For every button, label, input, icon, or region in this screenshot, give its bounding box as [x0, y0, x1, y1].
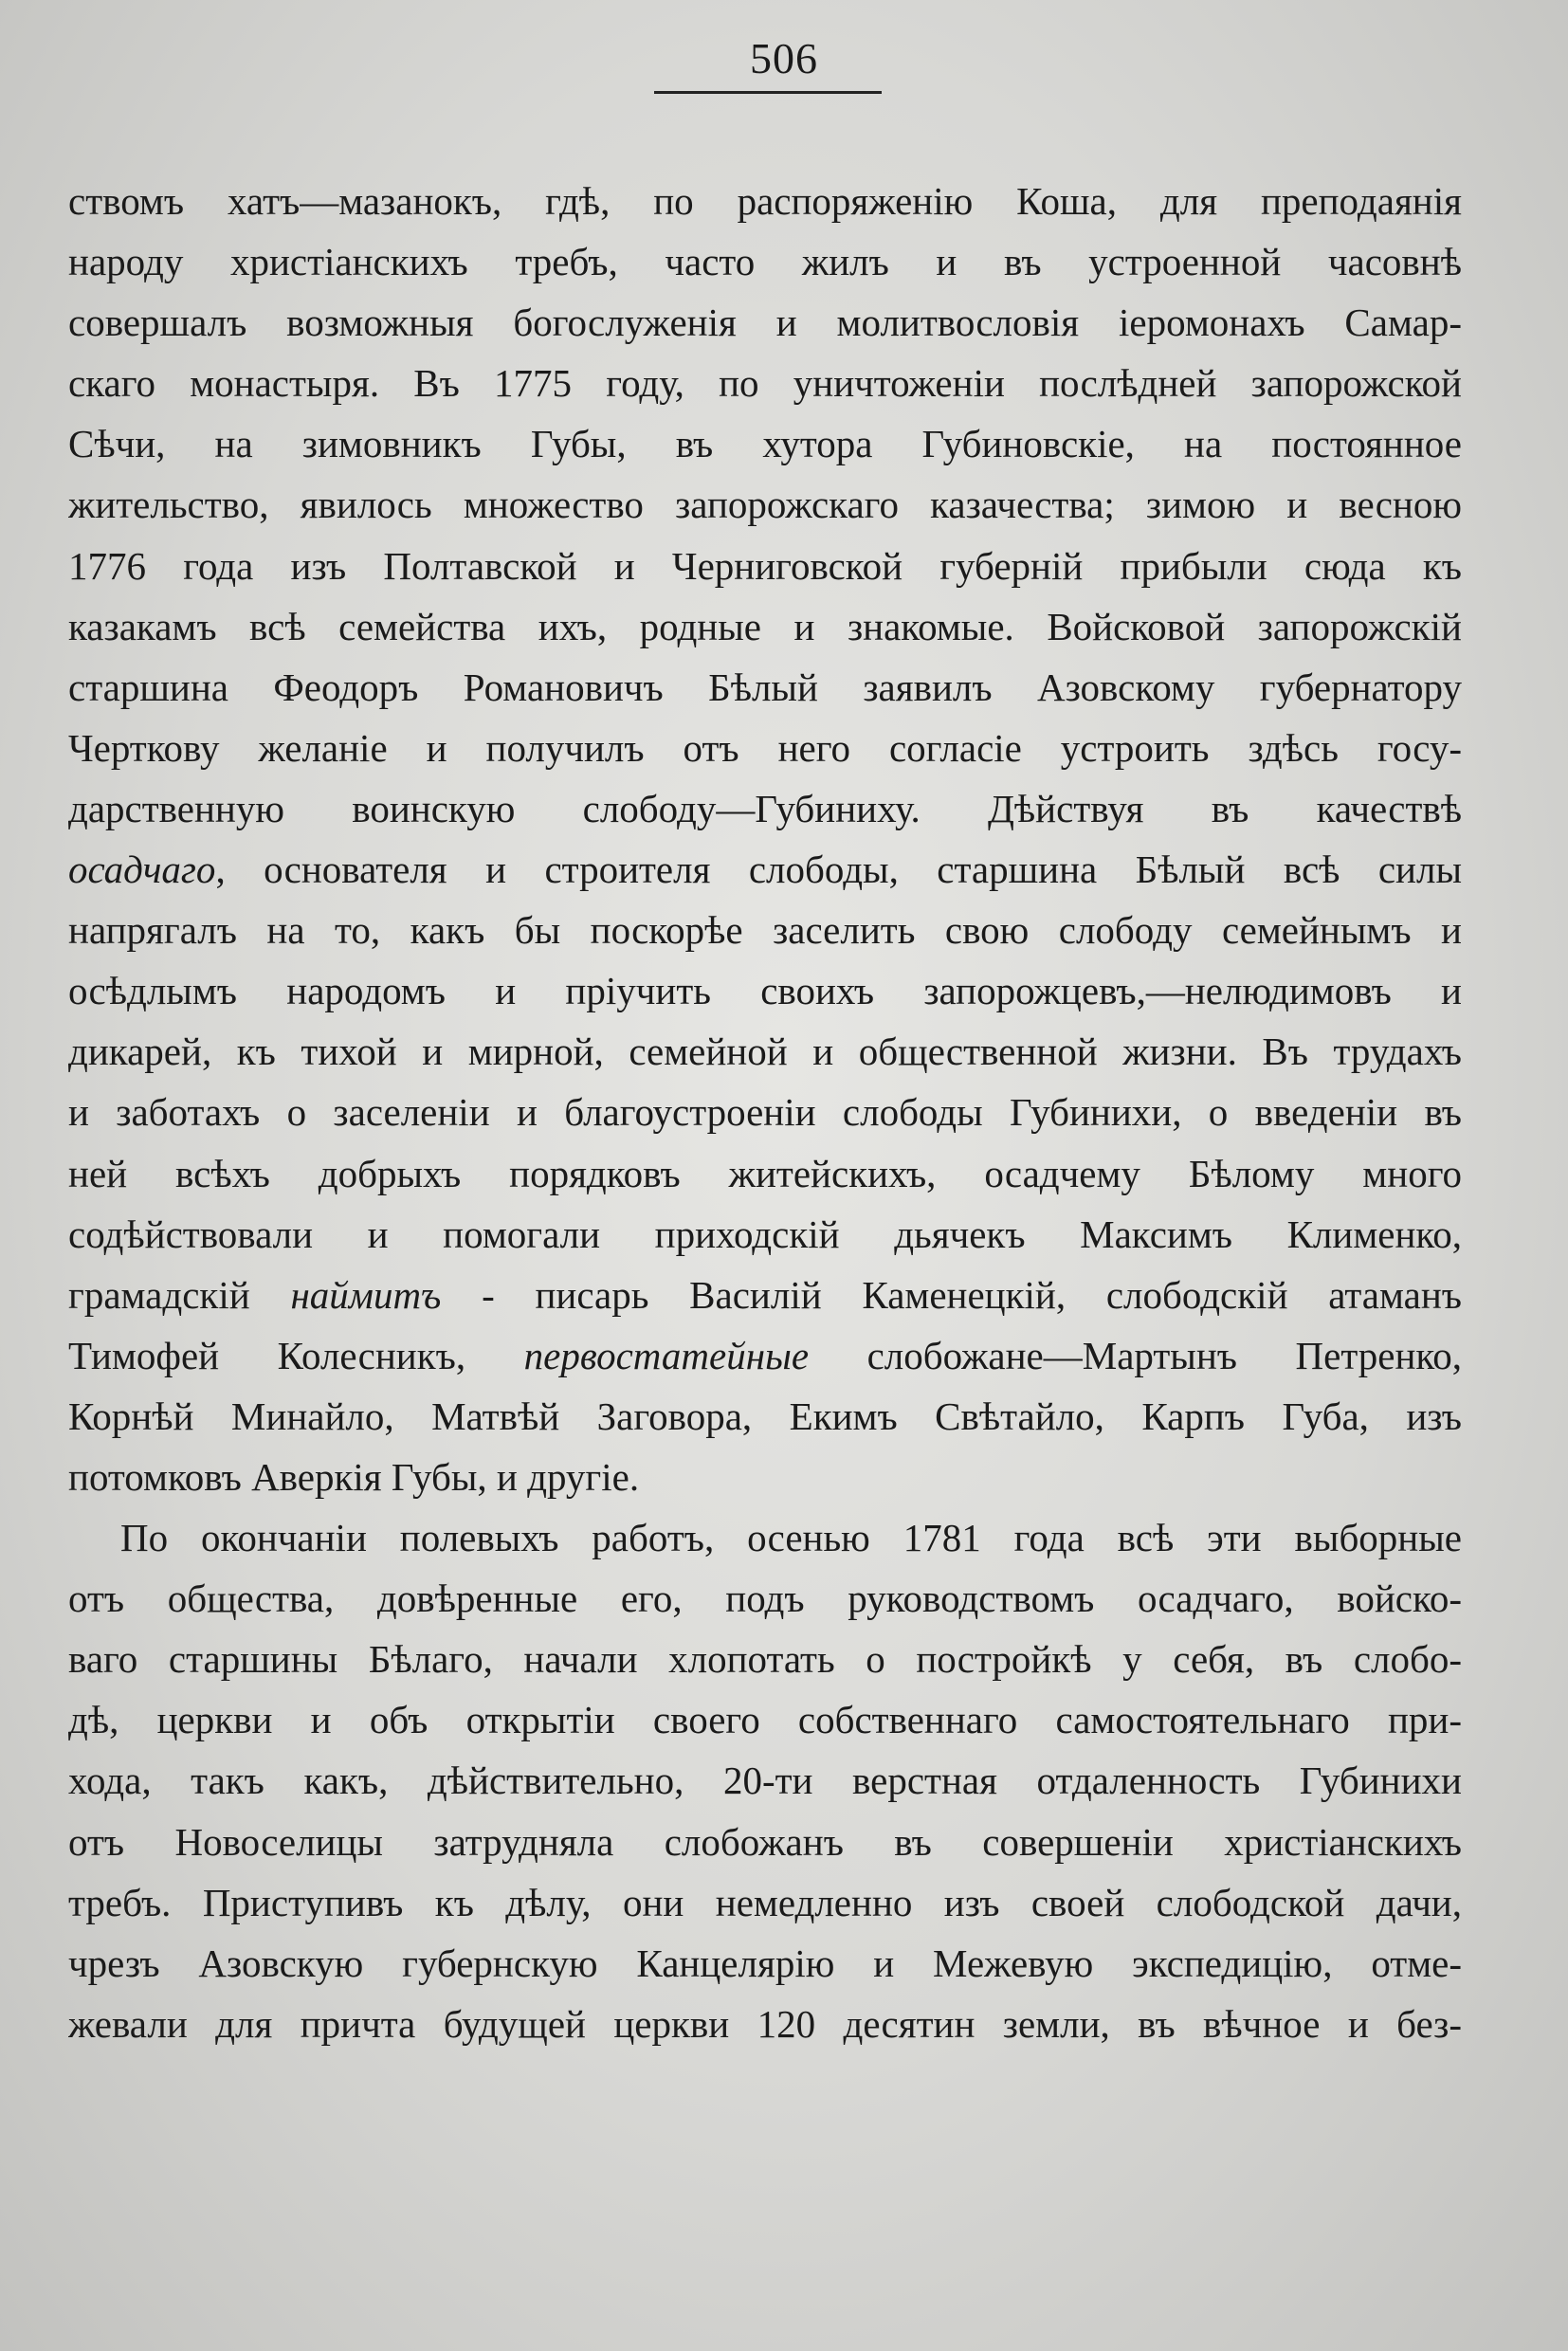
text-line [68, 1143, 1462, 1204]
text-segment: ствомъ хатъ—мазанокъ, гдѣ, по распоряженію Коша, для преподаянія [68, 179, 1462, 223]
text-line [68, 596, 1462, 657]
text-line [68, 474, 1462, 535]
text-line [68, 231, 1462, 292]
text-line [68, 413, 1462, 474]
text-segment: чрезъ Азовскую губернскую Канцелярію и Межевую экспедицію, отме- [68, 1941, 1462, 1985]
italic-term: первостатейные [523, 1333, 810, 1377]
text-line [68, 1994, 1462, 2054]
text-line [68, 1021, 1462, 1082]
text-segment: совершалъ возможныя богослуженія и молитвословія іеромонахъ Самар- [68, 301, 1462, 345]
text-line [68, 1750, 1462, 1811]
text-segment: казакамъ всѣ семейства ихъ, родные и знакомые. Войсковой запорожскій [68, 604, 1462, 648]
text-line [68, 1386, 1462, 1447]
text-segment: и заботахъ о заселеніи и благоустроеніи слободы Губинихи, о введеніи въ [68, 1090, 1462, 1135]
text-line [68, 1204, 1462, 1265]
text-segment: Черткову желаніе и получилъ отъ него согласіе устроить здѣсь госу- [68, 725, 1462, 770]
text-segment: слобожане—Мартынъ Петренко, [809, 1333, 1462, 1377]
text-segment: старшина Феодоръ Романовичъ Бѣлый заявилъ Азовскому губернатору [68, 665, 1462, 709]
text-line [68, 1568, 1462, 1629]
text-segment: Сѣчи, на зимовникъ Губы, въ хутора Губиновскіе, на постоянное [68, 422, 1462, 466]
text-line [68, 960, 1462, 1021]
text-line [68, 900, 1462, 960]
text-segment: дарственную воинскую слободу—Губиниху. Дѣйствуя въ качествѣ [68, 786, 1462, 830]
text-line [68, 1447, 1462, 1507]
text-line [68, 1933, 1462, 1994]
text-line [68, 1872, 1462, 1933]
text-line [68, 1325, 1462, 1386]
text-line [68, 778, 1462, 839]
text-line [68, 1082, 1462, 1142]
text-segment: По окончаніи полевыхъ работъ, осенью 1781 года всѣ эти выборные [120, 1516, 1462, 1560]
text-line [68, 718, 1462, 778]
text-segment: грамадскій [68, 1272, 291, 1317]
text-segment: , основателя и строителя слободы, старшина Бѣлый всѣ силы [215, 847, 1462, 892]
text-segment: содѣйствовали и помогали приходскій дьячекъ Максимъ Клименко, [68, 1212, 1462, 1256]
text-line [68, 1265, 1462, 1325]
text-line [68, 657, 1462, 718]
text-segment: скаго монастыря. Въ 1775 году, по уничтоженіи послѣдней запорожской [68, 361, 1462, 406]
text-segment: - писарь Василій Каменецкій, слободскій атаманъ [441, 1272, 1462, 1317]
italic-term: осадчаго [68, 847, 216, 892]
text-segment: жевали для причта будущей церкви 120 десятин земли, въ вѣчное и без- [68, 2001, 1462, 2046]
text-line [68, 1507, 1462, 1568]
text-segment: отъ Новоселицы затрудняла слобожанъ въ совершеніи христіанскихъ [68, 1819, 1462, 1864]
text-line [68, 839, 1462, 900]
text-line [68, 292, 1462, 353]
text-line [68, 1689, 1462, 1750]
italic-term: наймитъ [290, 1272, 442, 1317]
text-segment: жительство, явилось множество запорожскаго казачества; зимою и весною [68, 483, 1462, 527]
text-segment: ваго старшины Бѣлаго, начали хлопотать о постройкѣ у себя, въ слобо- [68, 1637, 1462, 1682]
text-segment: народу христіанскихъ требъ, часто жилъ и въ устроенной часовнѣ [68, 240, 1462, 284]
text-line [68, 353, 1462, 413]
body-text [68, 171, 1462, 2054]
text-segment: дикарей, къ тихой и мирной, семейной и общественной жизни. Въ трудахъ [68, 1030, 1462, 1074]
text-segment: хода, такъ какъ, дѣйствительно, 20-ти верстная отдаленность Губинихи [68, 1759, 1462, 1803]
text-line [68, 536, 1462, 596]
text-line [68, 171, 1462, 231]
text-segment: потомковъ Аверкія Губы, и другіе. [68, 1454, 640, 1499]
text-segment: отъ общества, довѣренные его, подъ руководствомъ осадчаго, войско- [68, 1576, 1462, 1621]
text-line [68, 1812, 1462, 1872]
text-segment: Корнѣй Минайло, Матвѣй Заговора, Екимъ Свѣтайло, Карпъ Губа, изъ [68, 1394, 1462, 1438]
text-segment: дѣ, церкви и объ открытіи своего собственнаго самостоятельнаго при- [68, 1698, 1462, 1742]
text-segment: осѣдлымъ народомъ и пріучить своихъ запорожцевъ,—нелюдимовъ и [68, 969, 1462, 1013]
text-segment: 1776 года изъ Полтавской и Черниговской губерній прибыли сюда къ [68, 543, 1462, 588]
text-line [68, 1629, 1462, 1689]
text-segment: требъ. Приступивъ къ дѣлу, они немедленно изъ своей слободской дачи, [68, 1880, 1462, 1924]
page-number: 506 [750, 34, 818, 82]
text-segment: ней всѣхъ добрыхъ порядковъ житейскихъ, осадчему Бѣлому много [68, 1151, 1462, 1195]
page-number-rule [654, 91, 882, 94]
text-segment: напрягалъ на то, какъ бы поскорѣе заселить свою слободу семейнымъ и [68, 908, 1462, 953]
text-segment: Тимофей Колесникъ, [68, 1333, 524, 1377]
